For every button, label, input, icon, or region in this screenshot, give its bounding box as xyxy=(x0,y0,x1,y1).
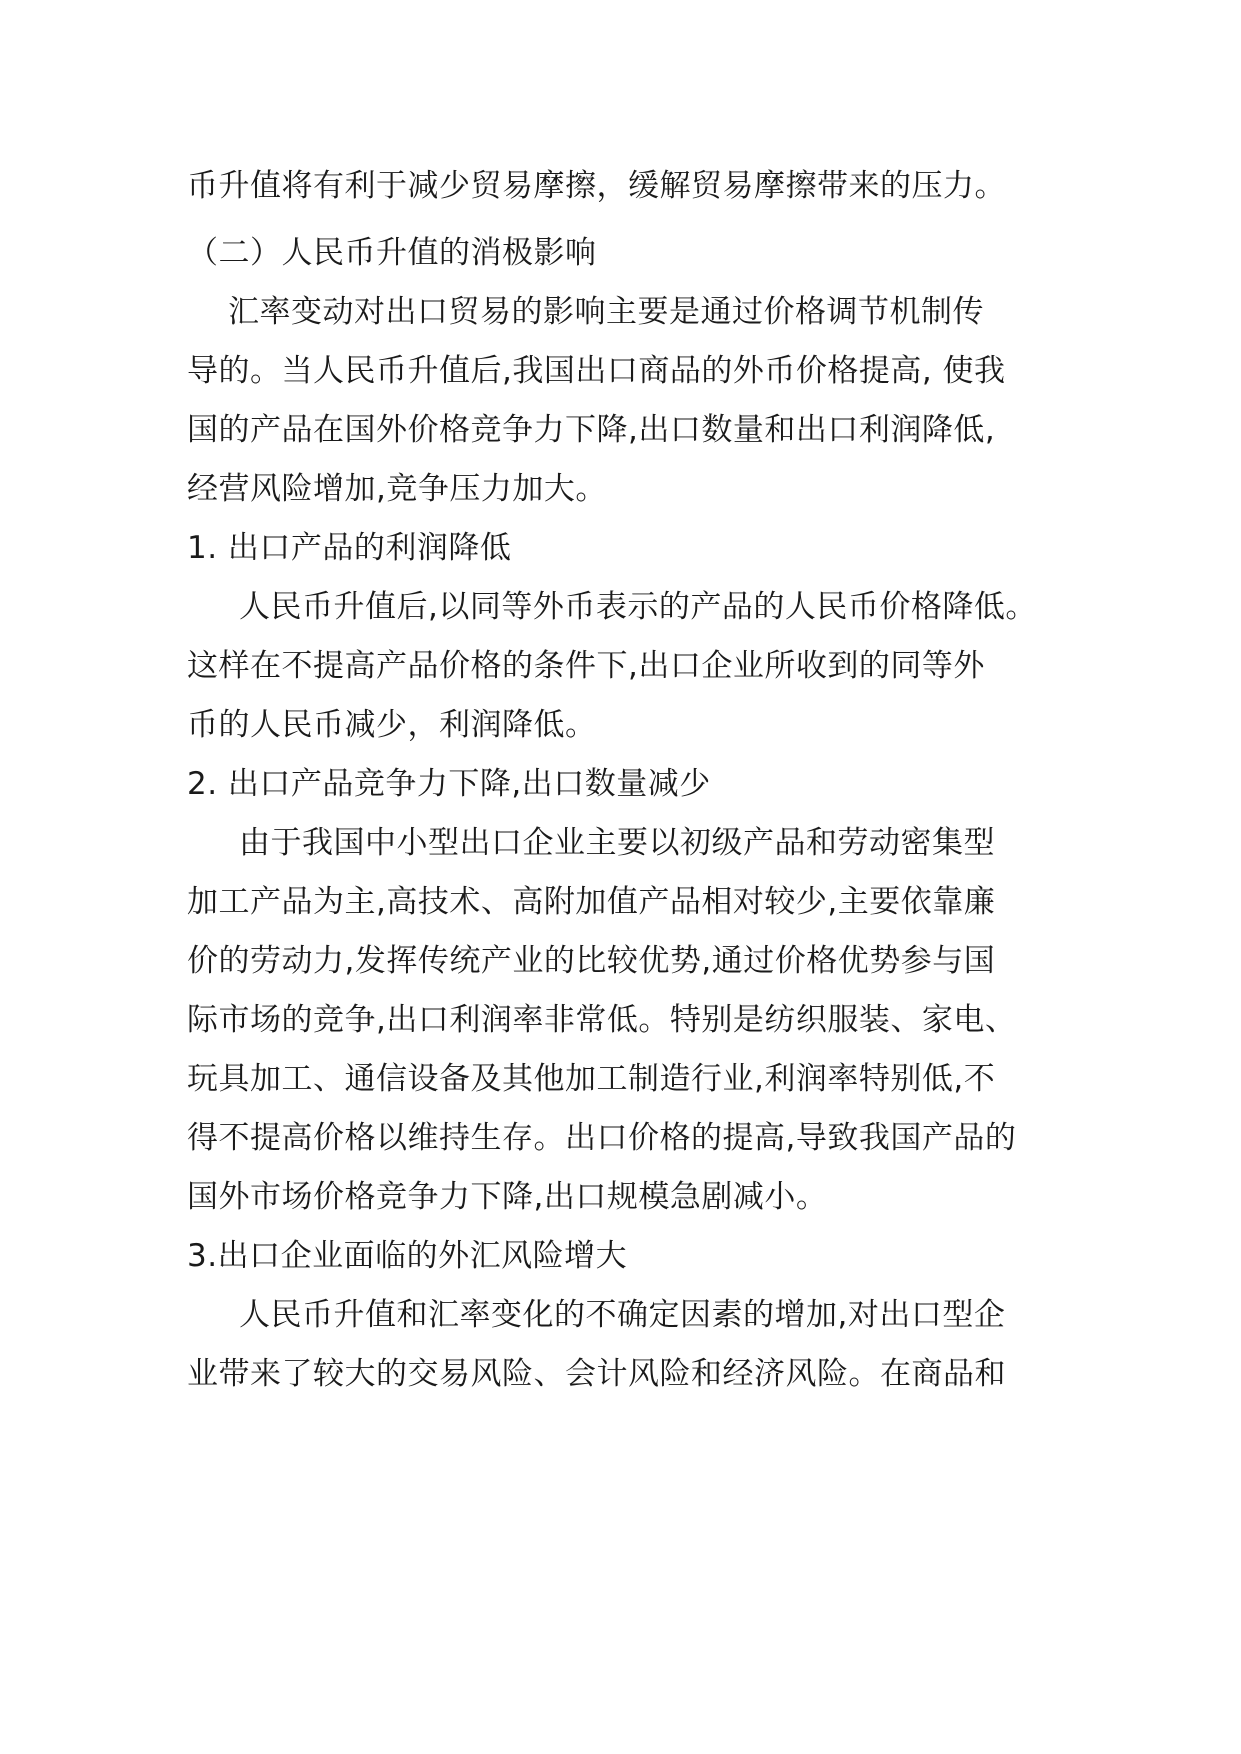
paragraph-line: 汇率变动对出口贸易的影响主要是通过价格调节机制传 xyxy=(228,294,984,330)
paragraph-line: 加工产品为主,高技术、高附加值产品相对较少,主要依靠廉 xyxy=(187,884,996,920)
paragraph-line: 得不提高价格以维持生存。出口价格的提高,导致我国产品的 xyxy=(187,1120,1017,1156)
paragraph-line: 际市场的竞争,出口利润率非常低。特别是纺织服装、家电、 xyxy=(187,1002,1017,1038)
paragraph-line: 经营风险增加,竞争压力加大。 xyxy=(187,471,607,507)
section-heading: （二）人民币升值的消极影响 xyxy=(187,235,597,271)
paragraph-line: 导的。当人民币升值后,我国出口商品的外币价格提高, 使我 xyxy=(187,353,1006,389)
paragraph-line: 玩具加工、通信设备及其他加工制造行业,利润率特别低,不 xyxy=(187,1061,996,1097)
subsection-heading: 3.出口企业面临的外汇风险增大 xyxy=(187,1238,628,1274)
subsection-heading: 2. 出口产品竞争力下降,出口数量减少 xyxy=(187,766,711,802)
paragraph-line: 币升值将有利于减少贸易摩擦，缓解贸易摩擦带来的压力。 xyxy=(187,168,1006,204)
subsection-heading: 1. 出口产品的利润降低 xyxy=(187,530,512,566)
paragraph-line: 由于我国中小型出口企业主要以初级产品和劳动密集型 xyxy=(239,825,995,861)
paragraph-line: 人民币升值和汇率变化的不确定因素的增加,对出口型企 xyxy=(239,1297,1006,1333)
paragraph-line: 国的产品在国外价格竞争力下降,出口数量和出口利润降低, xyxy=(187,412,996,448)
paragraph-line: 国外市场价格竞争力下降,出口规模急剧减小。 xyxy=(187,1179,828,1215)
paragraph-line: 币的人民币减少，利润降低。 xyxy=(187,707,597,743)
paragraph-line: 人民币升值后,以同等外币表示的产品的人民币价格降低。 xyxy=(239,589,1037,625)
paragraph-line: 业带来了较大的交易风险、会计风险和经济风险。在商品和 xyxy=(187,1356,1006,1392)
paragraph-line: 这样在不提高产品价格的条件下,出口企业所收到的同等外 xyxy=(187,648,985,684)
paragraph-line: 价的劳动力,发挥传统产业的比较优势,通过价格优势参与国 xyxy=(187,943,996,979)
